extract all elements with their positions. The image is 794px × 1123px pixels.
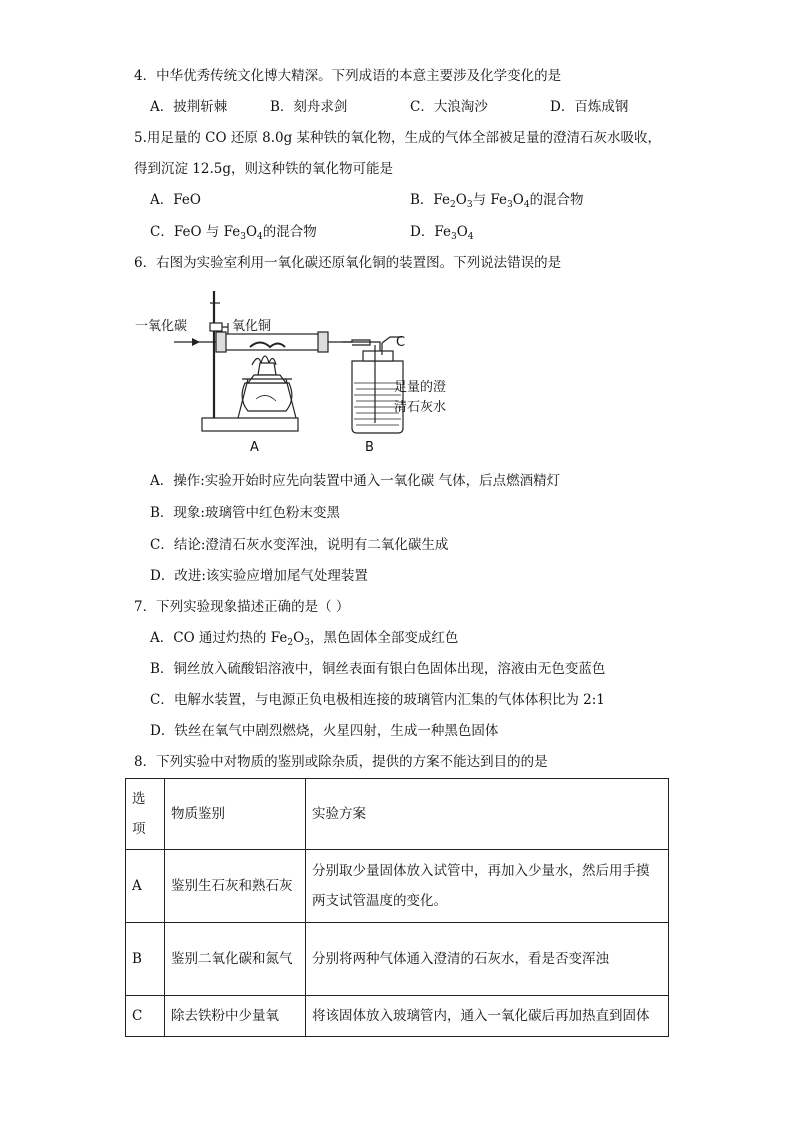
bottle-stopper bbox=[363, 351, 393, 361]
right-stopper bbox=[318, 332, 328, 352]
q5-stem-line2: 得到沉淀 12.5g，则这种铁的氧化物可能是 bbox=[134, 161, 393, 177]
q7-stem: 7．下列实验现象描述正确的是（ ） bbox=[134, 599, 350, 615]
alcohol-lamp bbox=[242, 383, 292, 411]
q4-option-c: C．大浪淘沙 bbox=[410, 99, 488, 115]
label-copper-oxide: 氧化铜 bbox=[232, 319, 272, 334]
header-plan: 实验方案 bbox=[306, 779, 669, 850]
left-stopper bbox=[216, 332, 226, 352]
q6-option-c: C．结论:澄清石灰水变浑浊，说明有二氧化碳生成 bbox=[150, 537, 449, 553]
header-identify: 物质鉴别 bbox=[165, 779, 306, 850]
q5-stem-line1: 5.用足量的 CO 还原 8.0g 某种铁的氧化物，生成的气体全部被足量的澄清石灰水吸收， bbox=[134, 130, 662, 146]
bottle-b bbox=[352, 361, 403, 433]
co-inflow-arrow bbox=[174, 338, 200, 346]
q4-option-a: A．披荆斩棘 bbox=[150, 99, 228, 115]
label-a: A bbox=[250, 440, 259, 455]
q4-option-b: B．刻舟求剑 bbox=[270, 99, 348, 115]
q4-option-d: D．百炼成钢 bbox=[550, 99, 629, 115]
cell-option: B bbox=[126, 923, 165, 996]
table-header-row bbox=[126, 779, 669, 850]
glass-tube bbox=[224, 334, 320, 350]
label-limewater-line1: 足量的澄 bbox=[394, 380, 447, 395]
cell-identify: 除去铁粉中少量氧 bbox=[165, 996, 306, 1037]
label-limewater-line2: 清石灰水 bbox=[394, 400, 447, 415]
q5-option-a: A．FeO bbox=[150, 192, 201, 208]
header-option: 选项 bbox=[126, 779, 165, 850]
q5-option-b: B．$Fe_2O_3$与 $Fe_3O_4$的混合物 bbox=[410, 192, 584, 210]
table-row bbox=[126, 850, 669, 923]
lamp-wick-holder bbox=[258, 363, 276, 375]
stand-base bbox=[202, 418, 298, 431]
q4-stem: 4．中华优秀传统文化博大精深。下列成语的本意主要涉及化学变化的是 bbox=[134, 68, 562, 84]
co-reduction-apparatus-diagram bbox=[130, 283, 447, 458]
table-row bbox=[126, 996, 669, 1037]
q6-option-d: D．改进:该实验应增加尾气处理装置 bbox=[150, 568, 368, 584]
cell-option: C bbox=[126, 996, 165, 1037]
q7-option-a: A．CO 通过灼热的 $Fe_2O_3$，黑色固体全部变成红色 bbox=[150, 630, 459, 648]
label-c: C bbox=[396, 335, 406, 350]
q5-option-c: C．FeO 与 $Fe_3O_4$的混合物 bbox=[150, 224, 317, 242]
table-row bbox=[126, 923, 669, 996]
q7-option-b: B．铜丝放入硫酸铝溶液中，铜丝表面有银白色固体出现，溶液由无色变蓝色 bbox=[150, 661, 606, 677]
label-b: B bbox=[365, 440, 374, 455]
q8-table bbox=[125, 778, 669, 1037]
cell-option: A bbox=[126, 850, 165, 923]
q6-option-a: A．操作:实验开始时应先向装置中通入一氧化碳 气体，后点燃酒精灯 bbox=[150, 473, 561, 489]
stand-clamp bbox=[210, 323, 222, 331]
q8-stem: 8．下列实验中对物质的鉴别或除杂质，提供的方案不能达到目的的是 bbox=[134, 754, 548, 770]
cell-plan: 分别取少量固体放入试管中，再加入少量水，然后用手摸两支试管温度的变化。 bbox=[306, 850, 669, 923]
cell-plan: 将该固体放入玻璃管内，通入一氧化碳后再加热直到固体 bbox=[306, 996, 669, 1037]
q7-option-d: D．铁丝在氧气中剧烈燃烧，火星四射，生成一种黑色固体 bbox=[150, 723, 499, 739]
q7-option-c: C．电解水装置，与电源正负电极相连接的玻璃管内汇集的气体体积比为 2:1 bbox=[150, 692, 605, 708]
q5-option-d: D．$Fe_3O_4$ bbox=[410, 224, 474, 242]
cell-plan: 分别将两种气体通入澄清的石灰水，看是否变浑浊 bbox=[306, 923, 669, 996]
label-co: 一氧化碳 bbox=[135, 319, 188, 334]
cell-identify: 鉴别生石灰和熟石灰 bbox=[165, 850, 306, 923]
q6-stem: 6．右图为实验室利用一氧化碳还原氧化铜的装置图。下列说法错误的是 bbox=[134, 255, 562, 271]
cell-identify: 鉴别二氧化碳和氮气 bbox=[165, 923, 306, 996]
q6-option-b: B．现象:玻璃管中红色粉末变黑 bbox=[150, 505, 340, 521]
